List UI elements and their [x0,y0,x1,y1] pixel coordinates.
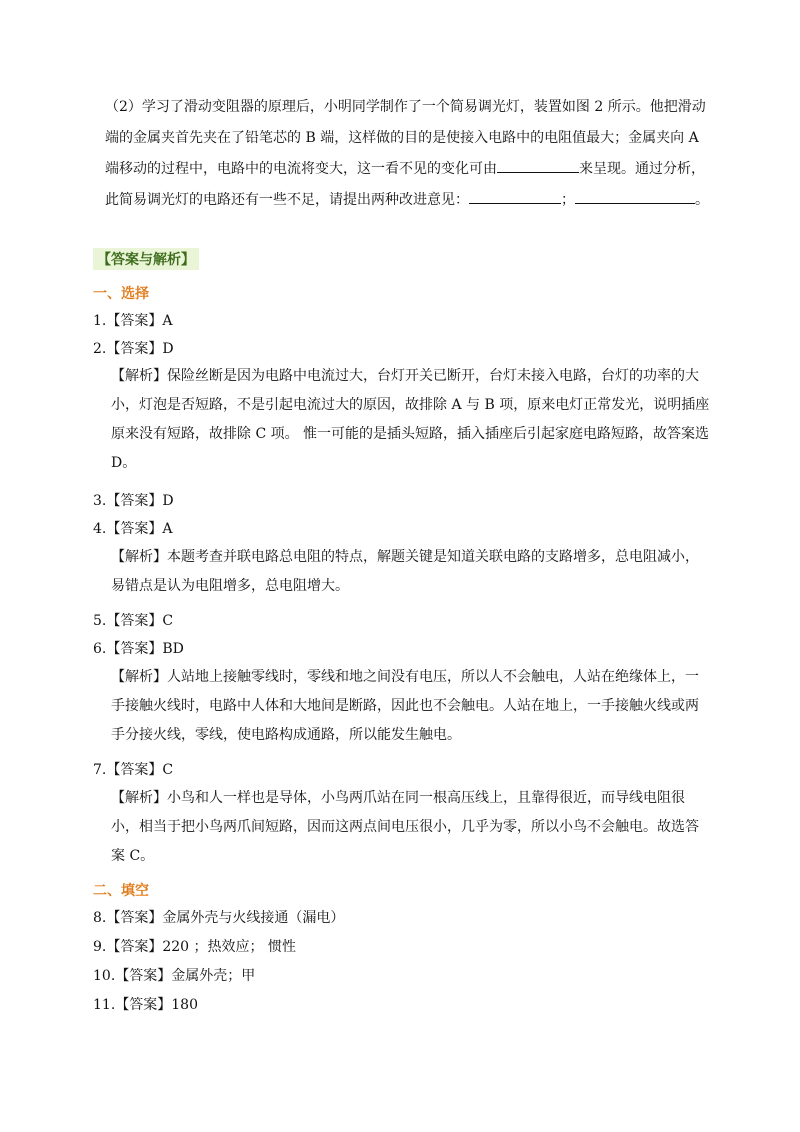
item-number: 6. [93,641,107,657]
item-value: D [162,341,174,357]
item-value: 金属外壳与火线接通（漏电） [162,910,345,926]
item-number: 2. [93,341,107,357]
item-label: 【答案】 [106,910,163,926]
item-value: 金属外壳；甲 [171,968,256,984]
item-value: A [162,313,173,329]
question-text-2: 来呈现。通过分析，此简易调光灯的电路还有一些不足，请提出两种改进意见： [105,161,705,208]
item-label: 【答案】 [106,341,163,357]
explanation-6: 【解析】人站地上接触零线时，零线和地之间没有电压，所以人不会触电，人站在绝缘体上，一手接触火线时，电路中人体和大地间是断路，因此也不会触电。人站在地上，一手接触火线或两手分接火线，零线，使电路构成通路，所以能发生触电。 [111,669,699,743]
item-value: A [162,521,173,537]
item-label: 【答案】 [106,313,163,329]
answer-item-3 [93,491,174,511]
answer-blank-2 [469,189,561,204]
answer-item-4 [93,519,172,539]
item-value: BD [162,641,184,657]
answer-item-8 [93,908,344,928]
answer-item-5 [93,611,173,631]
answer-section-heading: 【答案与解析】 [93,248,199,270]
item-number: 3. [93,493,107,509]
answer-item-9 [93,937,296,957]
question-prefix: （2） [105,99,142,115]
separator: ； [561,192,575,208]
item-number: 10. [93,968,116,984]
answer-item-1 [93,311,172,331]
section-title-choice: 一、选择 [93,286,149,302]
answer-blank-1 [497,158,579,173]
explanation-2: 【解析】保险丝断是因为电路中电流过大，台灯开关已断开，台灯未接入电路，台灯的功率的大小，灯泡是否短路，不是引起电流过大的原因，故排除 A 与 B 项，原来电灯正常发光，说明插座原来没有短路，故排除 C 项。 惟一可能的是插头短路，插入插座后引起家庭电路短路，故答案选 D。 [111,368,710,471]
item-label: 【答案】 [106,613,163,629]
item-label: 【答案】 [115,997,172,1013]
item-value: C [162,762,174,778]
answer-item-2 [93,339,174,359]
item-label: 【答案】 [106,641,163,657]
item-label: 【答案】 [106,493,163,509]
section-title-fill: 二、填空 [93,883,149,899]
question-text-1: 学习了滑动变阻器的原理后，小明同学制作了一个简易调光灯，装置如图 2 所示。他把滑动端的金属夹首先夹在了铅笔芯的 B 端，这样做的目的是使接入电路中的电阻值最大；金属夹向 A 端移动的过程中，电路中的电流将变大，这一看不见的变化可由 [105,99,706,177]
item-value: C [162,613,174,629]
explanation-4: 【解析】本题考查并联电路总电阻的特点，解题关键是知道关联电路的支路增多，总电阻减小，易错点是认为电阻增多，总电阻增大。 [111,549,699,594]
answer-item-11 [93,995,198,1015]
answer-item-10 [93,966,255,986]
item-label: 【答案】 [106,762,163,778]
item-number: 11. [93,997,116,1013]
item-value: 220 ；热效应； 惯性 [162,939,296,955]
answer-blank-3 [575,189,695,204]
item-number: 1. [93,313,107,329]
item-label: 【答案】 [106,939,163,955]
answer-item-7 [93,760,173,780]
end-mark: 。 [695,192,709,208]
item-number: 4. [93,521,107,537]
item-value: D [162,493,174,509]
item-number: 7. [93,762,107,778]
item-number: 8. [93,910,107,926]
item-value: 180 [171,997,198,1013]
question-paragraph [105,92,711,216]
item-number: 5. [93,613,107,629]
explanation-7: 【解析】小鸟和人一样也是导体，小鸟两爪站在同一根高压线上，且靠得很近，而导线电阻很小，相当于把小鸟两爪间短路，因而这两点间电压很小，几乎为零，所以小鸟不会触电。故选答案 C。 [111,790,699,864]
answer-item-6 [93,639,184,659]
item-number: 9. [93,939,107,955]
item-label: 【答案】 [115,968,172,984]
item-label: 【答案】 [106,521,163,537]
